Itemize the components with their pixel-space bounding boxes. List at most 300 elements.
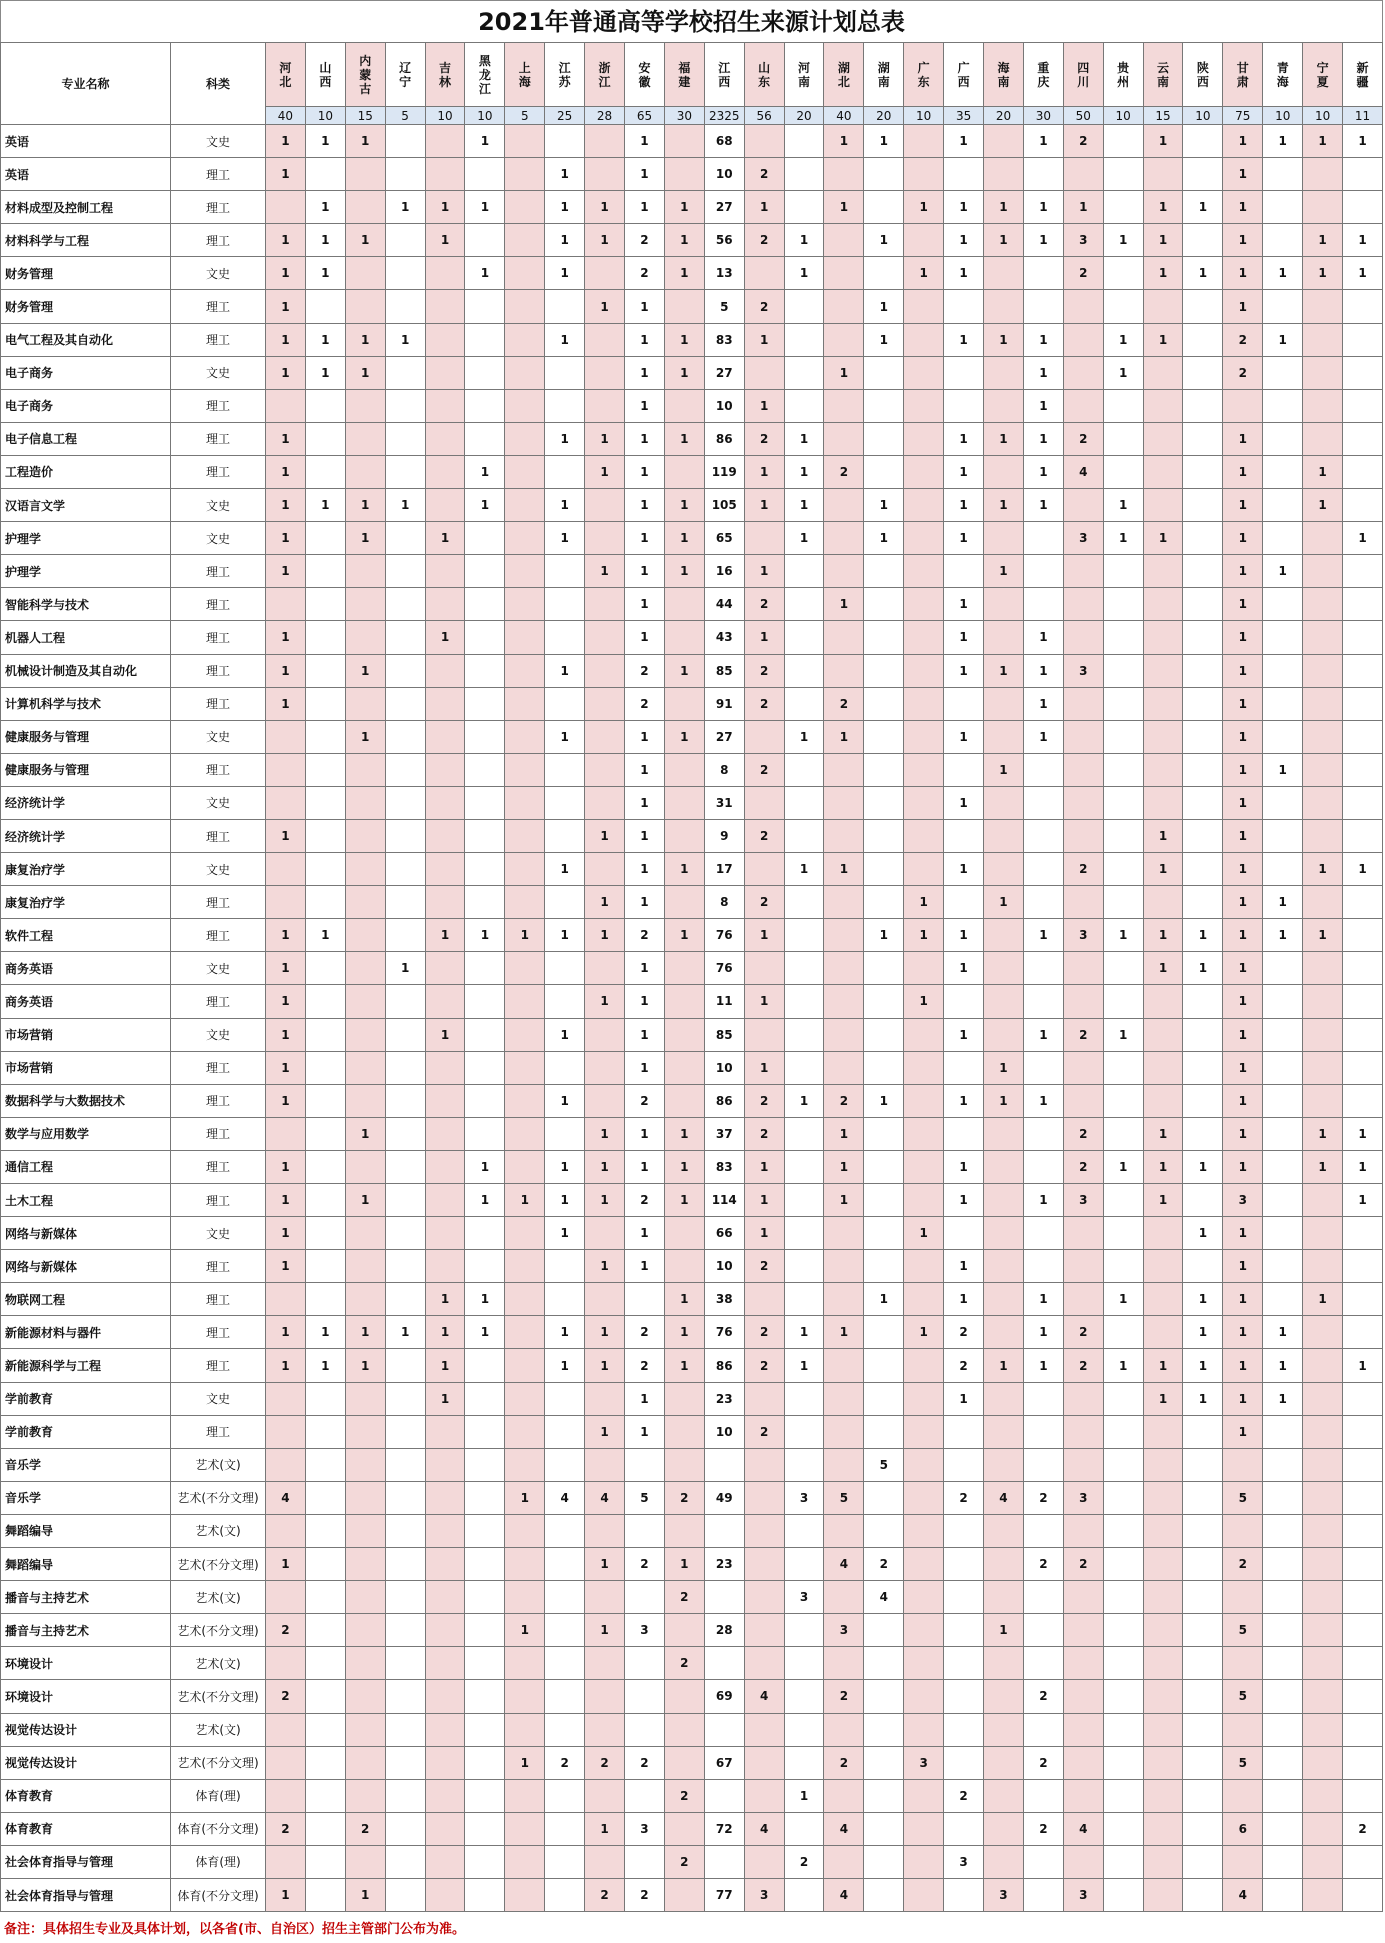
quota-cell [465, 1812, 505, 1845]
quota-cell: 1 [824, 125, 864, 158]
table-row [1, 886, 1383, 919]
quota-cell [784, 1647, 824, 1680]
province-total: 10 [465, 107, 505, 125]
quota-cell [1023, 819, 1063, 852]
quota-cell: 2 [1223, 323, 1263, 356]
quota-cell: 1 [266, 422, 306, 455]
quota-cell [1063, 389, 1103, 422]
table-row [1, 1812, 1383, 1845]
province-total: 30 [664, 107, 704, 125]
quota-cell: 1 [984, 1614, 1024, 1647]
quota-cell: 1 [585, 224, 625, 257]
quota-cell: 1 [625, 323, 665, 356]
quota-cell: 2 [744, 753, 784, 786]
quota-cell [904, 1250, 944, 1283]
quota-cell [824, 422, 864, 455]
category: 艺术(文) [171, 1581, 266, 1614]
province-header [305, 43, 345, 107]
quota-cell [505, 1250, 545, 1283]
quota-cell [744, 853, 784, 886]
quota-cell [545, 1581, 585, 1614]
quota-cell [944, 1647, 984, 1680]
quota-cell: 1 [784, 1349, 824, 1382]
quota-cell [864, 191, 904, 224]
quota-cell [305, 1150, 345, 1183]
table-row [1, 1713, 1383, 1746]
quota-cell [784, 1382, 824, 1415]
quota-cell [1263, 1481, 1303, 1514]
quota-cell [385, 1548, 425, 1581]
quota-cell: 1 [1223, 1084, 1263, 1117]
quota-cell: 1 [1023, 1316, 1063, 1349]
quota-cell [465, 1117, 505, 1150]
quota-cell [1303, 389, 1343, 422]
quota-cell [1103, 1878, 1143, 1911]
quota-cell [1303, 158, 1343, 191]
quota-cell: 5 [824, 1481, 864, 1514]
quota-cell: 1 [266, 455, 306, 488]
quota-cell: 1 [266, 1878, 306, 1911]
quota-cell: 1 [625, 720, 665, 753]
quota-cell: 1 [1023, 356, 1063, 389]
quota-cell [744, 1018, 784, 1051]
quota-cell [1263, 455, 1303, 488]
quota-cell: 1 [1103, 1018, 1143, 1051]
quota-cell: 56 [704, 224, 744, 257]
table-row [1, 1448, 1383, 1481]
quota-cell: 28 [704, 1614, 744, 1647]
quota-cell [1143, 356, 1183, 389]
quota-cell: 1 [625, 1150, 665, 1183]
province-total: 10 [904, 107, 944, 125]
quota-cell [425, 1548, 465, 1581]
quota-cell [266, 720, 306, 753]
quota-cell: 2 [625, 919, 665, 952]
quota-cell: 1 [864, 489, 904, 522]
province-name: 广西 [957, 60, 970, 89]
quota-cell: 1 [744, 323, 784, 356]
major-name: 电子商务 [1, 389, 171, 422]
quota-cell: 1 [944, 1250, 984, 1283]
quota-cell [465, 853, 505, 886]
quota-cell: 1 [664, 555, 704, 588]
quota-cell: 1 [1223, 952, 1263, 985]
quota-cell: 1 [1183, 952, 1223, 985]
quota-cell [1023, 1415, 1063, 1448]
quota-cell [385, 753, 425, 786]
quota-cell: 1 [625, 455, 665, 488]
quota-cell [864, 1845, 904, 1878]
quota-cell [1103, 1647, 1143, 1680]
category: 理工 [171, 224, 266, 257]
quota-cell [1263, 1448, 1303, 1481]
quota-cell [1063, 1084, 1103, 1117]
quota-cell [1303, 1845, 1343, 1878]
quota-cell [984, 1184, 1024, 1217]
quota-cell: 1 [784, 1084, 824, 1117]
quota-cell: 1 [1303, 224, 1343, 257]
quota-cell: 27 [704, 191, 744, 224]
quota-cell [1343, 1481, 1383, 1514]
quota-cell [824, 786, 864, 819]
quota-cell: 1 [266, 1316, 306, 1349]
quota-cell [1023, 886, 1063, 919]
quota-cell: 1 [1343, 853, 1383, 886]
quota-cell [704, 1448, 744, 1481]
table-row [1, 753, 1383, 786]
quota-cell [1143, 422, 1183, 455]
quota-cell: 1 [425, 1283, 465, 1316]
quota-cell [465, 1349, 505, 1382]
quota-cell [1183, 323, 1223, 356]
quota-cell [385, 422, 425, 455]
quota-cell [784, 1878, 824, 1911]
quota-cell [744, 522, 784, 555]
quota-cell: 1 [944, 1283, 984, 1316]
quota-cell: 10 [704, 389, 744, 422]
quota-cell: 1 [824, 356, 864, 389]
quota-cell [1343, 158, 1383, 191]
quota-cell [664, 588, 704, 621]
quota-cell [585, 522, 625, 555]
quota-cell [266, 1845, 306, 1878]
quota-cell: 1 [545, 720, 585, 753]
quota-cell [1103, 588, 1143, 621]
quota-cell [465, 1051, 505, 1084]
category: 文史 [171, 786, 266, 819]
quota-cell [1103, 1845, 1143, 1878]
quota-cell: 1 [1223, 1283, 1263, 1316]
quota-cell [1303, 819, 1343, 852]
quota-cell [864, 257, 904, 290]
quota-cell [545, 886, 585, 919]
quota-cell [505, 853, 545, 886]
province-name: 贵州 [1117, 60, 1130, 89]
quota-cell [1023, 1217, 1063, 1250]
quota-cell [824, 323, 864, 356]
quota-cell [1343, 1051, 1383, 1084]
quota-cell [1143, 1283, 1183, 1316]
quota-cell [465, 985, 505, 1018]
quota-cell: 1 [625, 389, 665, 422]
province-name: 河南 [798, 60, 811, 89]
quota-cell [664, 1746, 704, 1779]
quota-cell [984, 985, 1024, 1018]
major-name: 数学与应用数学 [1, 1117, 171, 1150]
quota-cell [465, 786, 505, 819]
quota-cell [505, 588, 545, 621]
quota-cell: 1 [824, 1117, 864, 1150]
quota-cell: 1 [904, 886, 944, 919]
quota-cell [545, 687, 585, 720]
quota-cell [984, 819, 1024, 852]
quota-cell [1263, 1217, 1303, 1250]
quota-cell: 43 [704, 621, 744, 654]
quota-cell [984, 1812, 1024, 1845]
table-row [1, 1548, 1383, 1581]
quota-cell: 1 [1223, 290, 1263, 323]
quota-cell: 1 [744, 1150, 784, 1183]
quota-cell [1343, 1746, 1383, 1779]
quota-cell [984, 1150, 1024, 1183]
quota-cell: 1 [824, 1316, 864, 1349]
quota-cell [1023, 753, 1063, 786]
quota-cell [545, 1548, 585, 1581]
quota-cell [784, 1514, 824, 1547]
table-row [1, 356, 1383, 389]
quota-cell: 9 [704, 819, 744, 852]
quota-cell [1143, 455, 1183, 488]
quota-cell: 1 [664, 1316, 704, 1349]
quota-cell [1303, 886, 1343, 919]
major-name: 电气工程及其自动化 [1, 323, 171, 356]
table-row [1, 1481, 1383, 1514]
quota-cell: 3 [1063, 919, 1103, 952]
quota-cell [305, 422, 345, 455]
quota-cell [345, 621, 385, 654]
quota-cell [1223, 1713, 1263, 1746]
quota-cell [984, 1316, 1024, 1349]
quota-cell: 1 [545, 654, 585, 687]
quota-cell: 1 [1023, 720, 1063, 753]
quota-cell [824, 919, 864, 952]
category: 理工 [171, 1117, 266, 1150]
quota-cell: 1 [784, 1779, 824, 1812]
quota-cell [345, 1084, 385, 1117]
quota-cell [1183, 720, 1223, 753]
quota-cell [585, 952, 625, 985]
quota-cell [904, 158, 944, 191]
quota-cell: 1 [1263, 125, 1303, 158]
quota-cell: 1 [305, 191, 345, 224]
quota-cell: 1 [1223, 720, 1263, 753]
quota-cell: 1 [1263, 1382, 1303, 1415]
quota-cell: 1 [1263, 886, 1303, 919]
quota-cell [505, 687, 545, 720]
quota-cell: 1 [625, 522, 665, 555]
major-name: 健康服务与管理 [1, 753, 171, 786]
quota-cell: 1 [664, 323, 704, 356]
category: 文史 [171, 952, 266, 985]
quota-cell [1023, 1051, 1063, 1084]
major-name: 工程造价 [1, 455, 171, 488]
quota-cell [425, 323, 465, 356]
province-header [904, 43, 944, 107]
quota-cell [1263, 1713, 1303, 1746]
quota-cell [545, 356, 585, 389]
quota-cell [305, 654, 345, 687]
quota-cell [1143, 1514, 1183, 1547]
quota-cell [505, 1680, 545, 1713]
quota-cell: 1 [864, 1084, 904, 1117]
quota-cell: 1 [984, 654, 1024, 687]
quota-cell: 5 [704, 290, 744, 323]
quota-cell: 1 [625, 1250, 665, 1283]
quota-cell [1183, 1614, 1223, 1647]
quota-cell: 1 [625, 1415, 665, 1448]
quota-cell [545, 1382, 585, 1415]
quota-cell [385, 1250, 425, 1283]
province-total: 20 [984, 107, 1024, 125]
quota-cell [1303, 1548, 1343, 1581]
quota-cell [385, 389, 425, 422]
quota-cell: 2 [744, 1415, 784, 1448]
quota-cell [345, 753, 385, 786]
quota-cell: 11 [704, 985, 744, 1018]
quota-cell: 1 [824, 853, 864, 886]
quota-cell [784, 952, 824, 985]
quota-cell: 1 [465, 125, 505, 158]
major-name: 市场营销 [1, 1051, 171, 1084]
major-name: 播音与主持艺术 [1, 1581, 171, 1614]
quota-cell [1183, 356, 1223, 389]
category: 理工 [171, 1150, 266, 1183]
category: 文史 [171, 853, 266, 886]
province-name: 山西 [319, 60, 332, 89]
quota-cell [1023, 786, 1063, 819]
table-row [1, 1845, 1383, 1878]
quota-cell: 1 [585, 290, 625, 323]
quota-cell: 2 [625, 654, 665, 687]
quota-cell: 1 [1183, 1150, 1223, 1183]
quota-cell [864, 753, 904, 786]
quota-cell [385, 158, 425, 191]
quota-cell [1063, 1217, 1103, 1250]
quota-cell: 1 [1223, 1217, 1263, 1250]
quota-cell [744, 1382, 784, 1415]
quota-cell [385, 257, 425, 290]
quota-cell [1183, 1018, 1223, 1051]
category: 理工 [171, 422, 266, 455]
quota-cell [385, 1382, 425, 1415]
province-header [1263, 43, 1303, 107]
quota-cell [1343, 919, 1383, 952]
quota-cell [784, 356, 824, 389]
quota-cell [1263, 1150, 1303, 1183]
category: 文史 [171, 125, 266, 158]
quota-cell [664, 1878, 704, 1911]
quota-cell [505, 985, 545, 1018]
quota-cell: 1 [625, 886, 665, 919]
quota-cell [585, 753, 625, 786]
quota-cell [744, 1614, 784, 1647]
major-name: 财务管理 [1, 257, 171, 290]
quota-cell [585, 356, 625, 389]
quota-cell [824, 1250, 864, 1283]
quota-cell: 1 [864, 522, 904, 555]
table-row [1, 786, 1383, 819]
quota-cell [1303, 1018, 1343, 1051]
quota-cell: 2 [1063, 1018, 1103, 1051]
quota-cell [1023, 1647, 1063, 1680]
quota-cell: 1 [1223, 753, 1263, 786]
category: 理工 [171, 555, 266, 588]
quota-cell [345, 1581, 385, 1614]
quota-cell [1143, 786, 1183, 819]
category: 理工 [171, 290, 266, 323]
quota-cell: 1 [864, 919, 904, 952]
category: 文史 [171, 489, 266, 522]
quota-cell: 5 [1223, 1481, 1263, 1514]
quota-cell [585, 853, 625, 886]
quota-cell [1263, 1415, 1303, 1448]
quota-cell [824, 886, 864, 919]
quota-cell: 1 [266, 257, 306, 290]
quota-cell: 1 [1303, 455, 1343, 488]
quota-cell: 2 [944, 1349, 984, 1382]
quota-cell [1183, 290, 1223, 323]
quota-cell: 1 [1303, 489, 1343, 522]
major-name: 播音与主持艺术 [1, 1614, 171, 1647]
quota-cell [266, 1382, 306, 1415]
quota-cell [784, 1548, 824, 1581]
quota-cell [784, 323, 824, 356]
quota-cell: 119 [704, 455, 744, 488]
quota-cell [305, 1779, 345, 1812]
quota-cell [1143, 1548, 1183, 1581]
quota-cell [864, 654, 904, 687]
quota-cell [1063, 290, 1103, 323]
quota-cell [984, 1514, 1024, 1547]
quota-cell: 1 [585, 886, 625, 919]
quota-cell: 1 [425, 621, 465, 654]
quota-cell [824, 1514, 864, 1547]
quota-cell [1023, 1779, 1063, 1812]
quota-cell: 1 [1023, 1349, 1063, 1382]
header-category: 科类 [171, 43, 266, 125]
quota-cell [1303, 555, 1343, 588]
quota-cell: 1 [784, 720, 824, 753]
quota-cell [1303, 753, 1343, 786]
quota-cell [904, 1514, 944, 1547]
quota-cell [585, 1647, 625, 1680]
quota-cell [1303, 1680, 1343, 1713]
quota-cell [545, 1614, 585, 1647]
quota-cell [864, 1349, 904, 1382]
quota-cell [465, 323, 505, 356]
quota-cell [904, 952, 944, 985]
quota-cell [1263, 588, 1303, 621]
quota-cell [1263, 952, 1303, 985]
quota-cell: 2 [625, 1548, 665, 1581]
quota-cell [1263, 1283, 1303, 1316]
table-row [1, 1382, 1383, 1415]
quota-cell [305, 753, 345, 786]
quota-cell [944, 1812, 984, 1845]
quota-cell: 2 [625, 257, 665, 290]
quota-cell: 2 [744, 1117, 784, 1150]
quota-cell [744, 1845, 784, 1878]
province-header [1103, 43, 1143, 107]
category: 理工 [171, 654, 266, 687]
quota-cell [824, 1283, 864, 1316]
quota-cell: 2 [1063, 853, 1103, 886]
quota-cell: 1 [1303, 257, 1343, 290]
quota-cell: 2 [944, 1779, 984, 1812]
quota-cell [305, 853, 345, 886]
quota-cell: 1 [824, 191, 864, 224]
quota-cell: 1 [944, 422, 984, 455]
quota-cell: 1 [1343, 1117, 1383, 1150]
quota-cell [1143, 1614, 1183, 1647]
quota-cell: 1 [1023, 1084, 1063, 1117]
quota-cell: 3 [625, 1812, 665, 1845]
quota-cell [505, 191, 545, 224]
quota-cell [505, 1150, 545, 1183]
province-name: 江苏 [558, 60, 571, 89]
quota-cell [385, 1084, 425, 1117]
quota-cell [1343, 389, 1383, 422]
